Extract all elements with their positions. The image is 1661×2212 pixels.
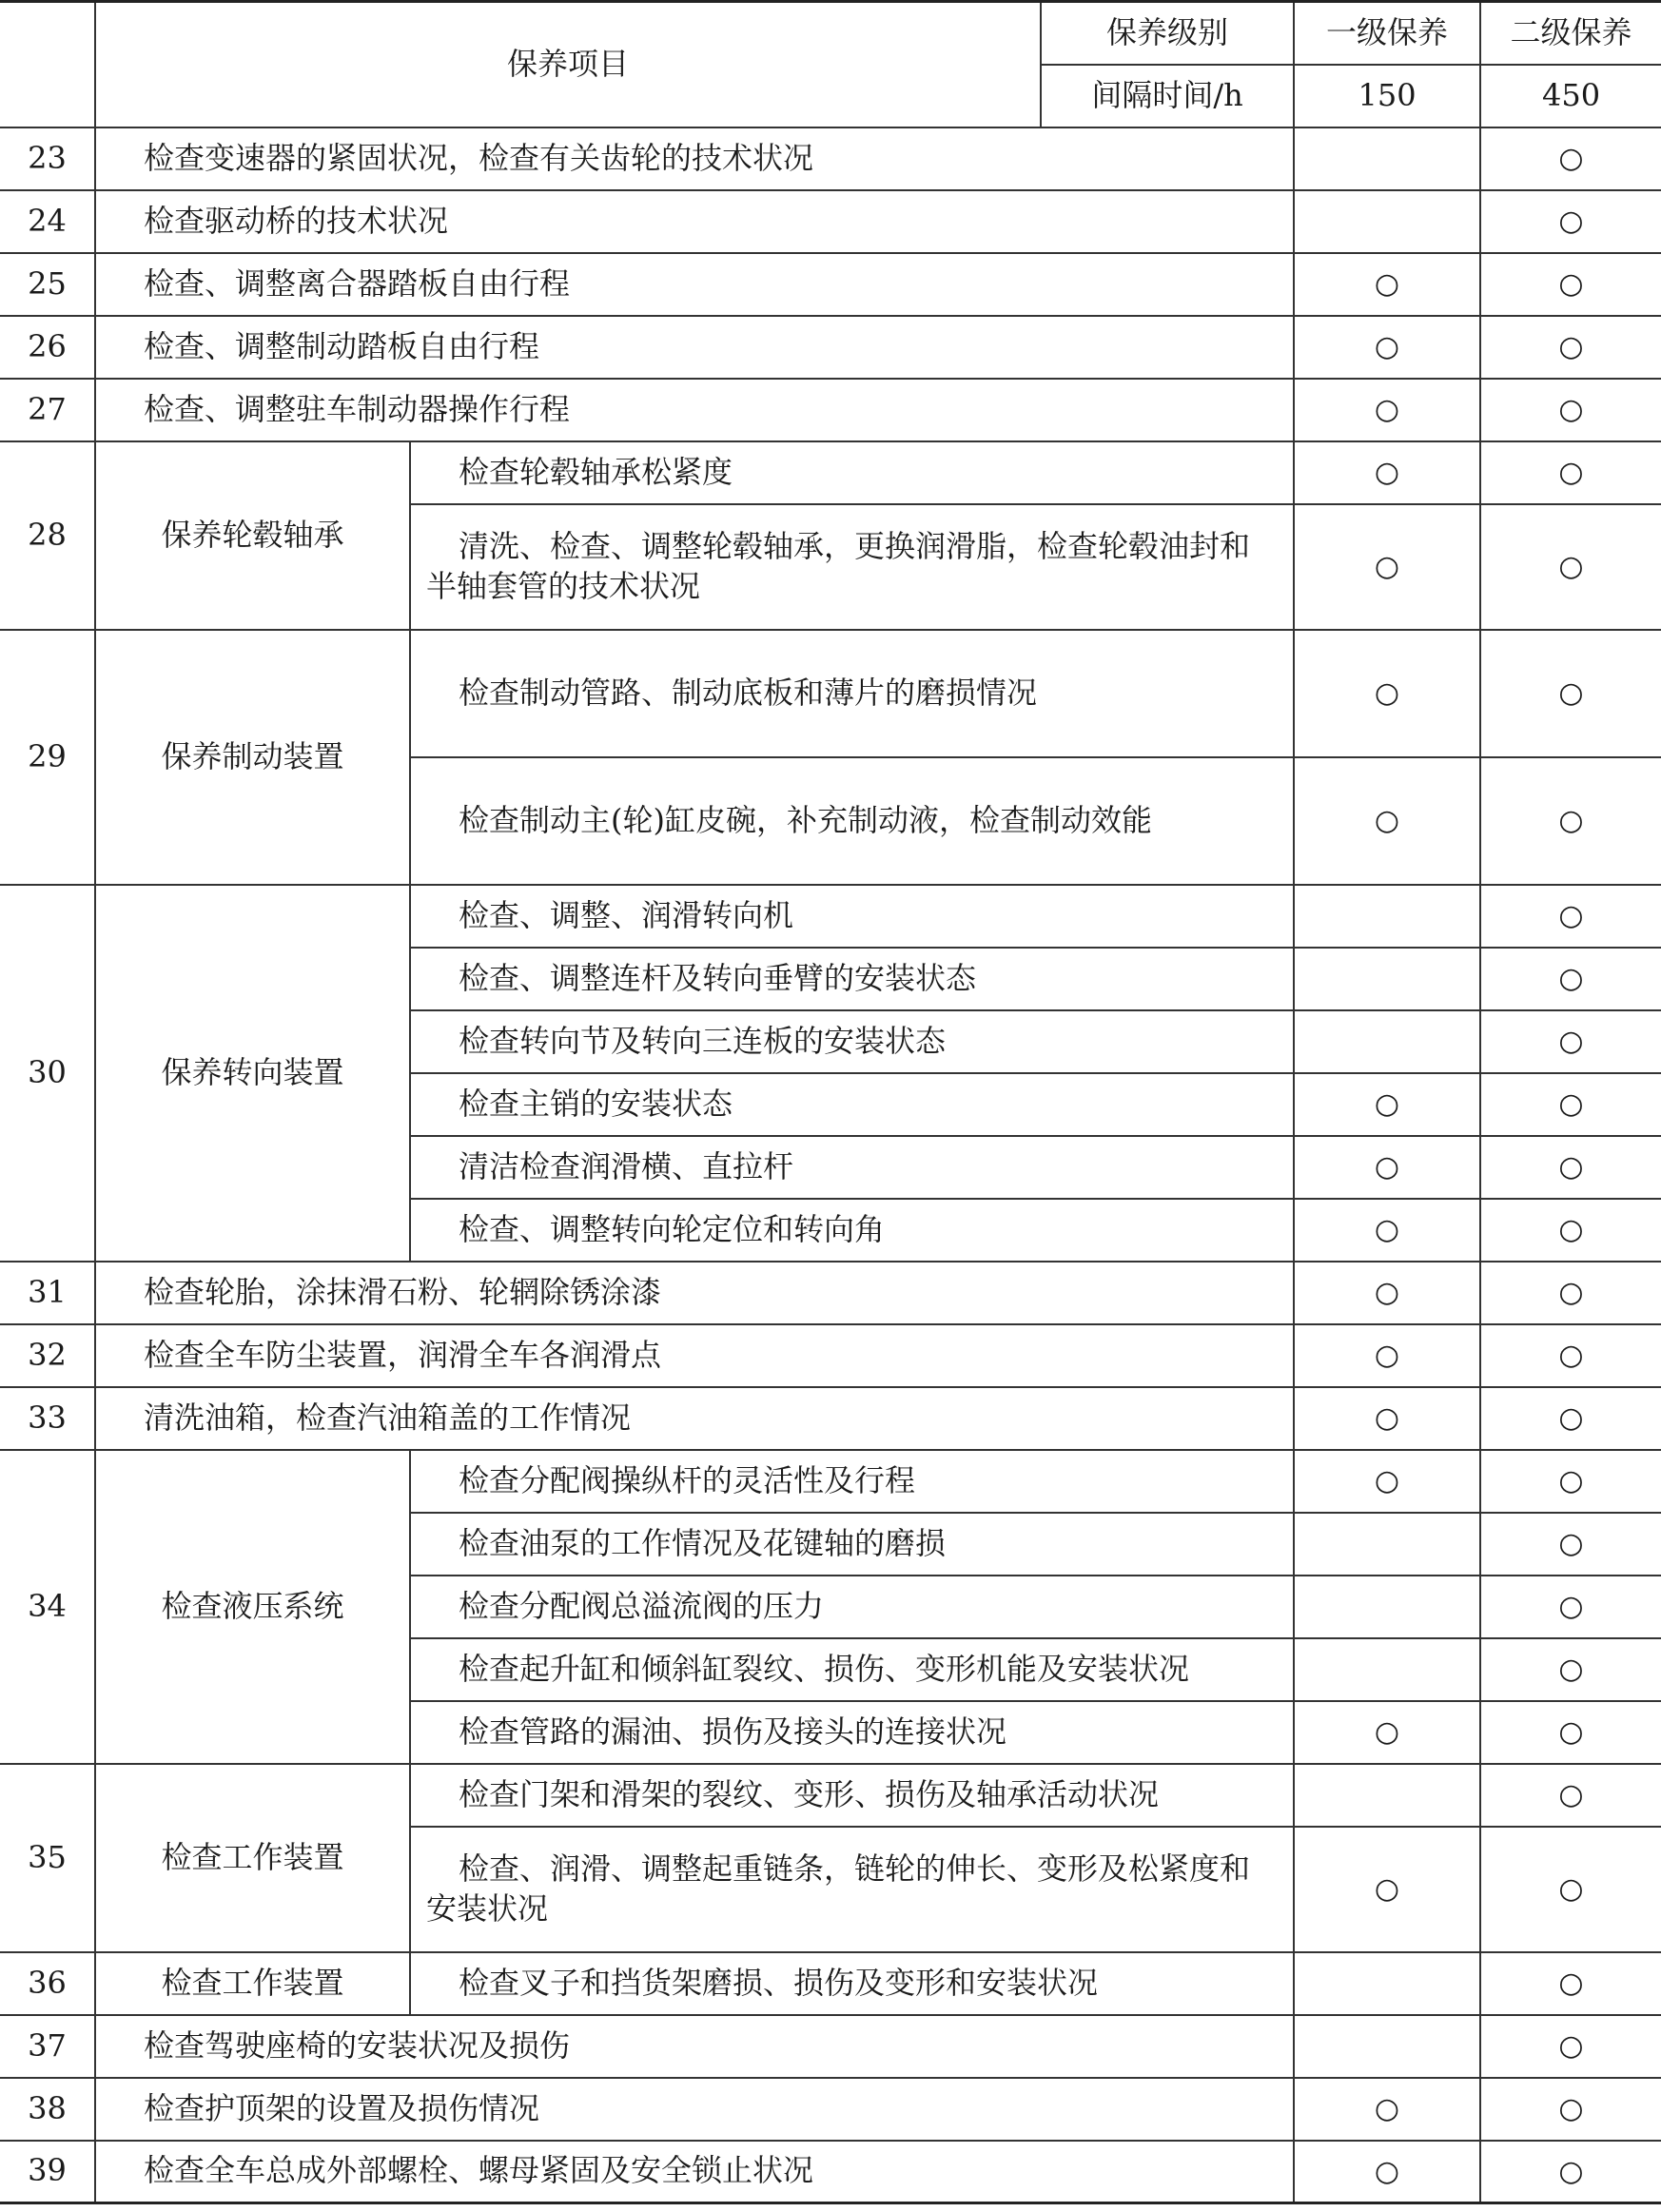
level2-mark: ○ [1480,948,1661,1010]
sub-item-text: 检查轮毂轴承松紧度 [410,441,1294,504]
level1-mark [1294,1576,1480,1638]
row-number: 38 [0,2078,95,2141]
level1-mark: ○ [1294,316,1480,379]
level1-mark [1294,885,1480,948]
header-level-label: 保养级别 [1041,2,1294,65]
sub-item-text: 检查制动主(轮)缸皮碗，补充制动液，检查制动效能 [410,757,1294,885]
header-item-label: 保养项目 [95,2,1041,127]
level2-mark: ○ [1480,2141,1661,2203]
level1-mark: ○ [1294,757,1480,885]
level1-mark: ○ [1294,1262,1480,1324]
item-text: 检查、调整驻车制动器操作行程 [95,379,1294,441]
group-label: 保养转向装置 [95,885,410,1262]
item-text: 检查护顶架的设置及损伤情况 [95,2078,1294,2141]
level2-mark: ○ [1480,1576,1661,1638]
sub-item-text: 检查油泵的工作情况及花键轴的磨损 [410,1513,1294,1576]
level2-mark: ○ [1480,190,1661,253]
group-label: 保养制动装置 [95,630,410,885]
level1-mark: ○ [1294,441,1480,504]
level1-mark [1294,190,1480,253]
level2-mark: ○ [1480,1387,1661,1450]
table-row [0,1764,1661,1827]
header-interval1: 150 [1294,65,1480,127]
level2-mark: ○ [1480,1073,1661,1136]
level1-mark: ○ [1294,2141,1480,2203]
row-number: 29 [0,630,95,885]
row-number: 27 [0,379,95,441]
item-text: 检查、调整制动踏板自由行程 [95,316,1294,379]
sub-item-text: 清洗、检查、调整轮毂轴承，更换润滑脂，检查轮毂油封和半轴套管的技术状况 [410,504,1294,630]
row-number: 31 [0,1262,95,1324]
row-number: 34 [0,1450,95,1764]
level1-mark: ○ [1294,1827,1480,1952]
level1-mark: ○ [1294,1136,1480,1199]
table-row [0,190,1661,253]
level1-mark [1294,1010,1480,1073]
level2-mark: ○ [1480,1638,1661,1701]
level1-mark [1294,2015,1480,2078]
level2-mark: ○ [1480,1513,1661,1576]
row-number: 37 [0,2015,95,2078]
table-row [0,2141,1661,2203]
table-row [0,885,1661,948]
table-row [0,253,1661,316]
level1-mark: ○ [1294,1450,1480,1513]
header-level2: 二级保养 [1480,2,1661,65]
item-text: 检查全车总成外部螺栓、螺母紧固及安全锁止状况 [95,2141,1294,2203]
level1-mark [1294,1952,1480,2015]
header-interval-label: 间隔时间/h [1041,65,1294,127]
row-number: 23 [0,127,95,190]
level2-mark: ○ [1480,1764,1661,1827]
item-text: 检查驾驶座椅的安装状况及损伤 [95,2015,1294,2078]
level1-mark: ○ [1294,1324,1480,1387]
level2-mark: ○ [1480,1010,1661,1073]
sub-item-text: 检查门架和滑架的裂纹、变形、损伤及轴承活动状况 [410,1764,1294,1827]
header-interval2: 450 [1480,65,1661,127]
group-label: 保养轮毂轴承 [95,441,410,630]
row-number: 30 [0,885,95,1262]
table-row [0,127,1661,190]
sub-item-text: 检查分配阀操纵杆的灵活性及行程 [410,1450,1294,1513]
level2-mark: ○ [1480,1136,1661,1199]
table-row [0,379,1661,441]
level1-mark: ○ [1294,1701,1480,1764]
item-text: 检查轮胎，涂抹滑石粉、轮辋除锈涂漆 [95,1262,1294,1324]
item-text: 清洗油箱，检查汽油箱盖的工作情况 [95,1387,1294,1450]
sub-item-text: 检查、调整转向轮定位和转向角 [410,1199,1294,1262]
level2-mark: ○ [1480,2078,1661,2141]
level1-mark [1294,1513,1480,1576]
row-number: 28 [0,441,95,630]
level2-mark: ○ [1480,1199,1661,1262]
level1-mark: ○ [1294,1387,1480,1450]
sub-item-text: 清洁检查润滑横、直拉杆 [410,1136,1294,1199]
group-label: 检查工作装置 [95,1764,410,1952]
group-label: 检查工作装置 [95,1952,410,2015]
sub-item-text: 检查管路的漏油、损伤及接头的连接状况 [410,1701,1294,1764]
sub-item-text: 检查、润滑、调整起重链条，链轮的伸长、变形及松紧度和安装状况 [410,1827,1294,1952]
header-level1: 一级保养 [1294,2,1480,65]
level1-mark [1294,948,1480,1010]
level2-mark: ○ [1480,127,1661,190]
sub-item-text: 检查制动管路、制动底板和薄片的磨损情况 [410,630,1294,757]
row-number: 32 [0,1324,95,1387]
table-row [0,630,1661,757]
level1-mark: ○ [1294,1199,1480,1262]
sub-item-text: 检查、调整连杆及转向垂臂的安装状态 [410,948,1294,1010]
row-number: 33 [0,1387,95,1450]
level1-mark [1294,1638,1480,1701]
level2-mark: ○ [1480,1827,1661,1952]
row-number: 26 [0,316,95,379]
sub-item-text: 检查分配阀总溢流阀的压力 [410,1576,1294,1638]
sub-item-text: 检查、调整、润滑转向机 [410,885,1294,948]
level2-mark: ○ [1480,1324,1661,1387]
item-text: 检查变速器的紧固状况，检查有关齿轮的技术状况 [95,127,1294,190]
level1-mark: ○ [1294,2078,1480,2141]
level2-mark: ○ [1480,1952,1661,2015]
sub-item-text: 检查转向节及转向三连板的安装状态 [410,1010,1294,1073]
table-row [0,316,1661,379]
level2-mark: ○ [1480,504,1661,630]
level2-mark: ○ [1480,379,1661,441]
item-text: 检查、调整离合器踏板自由行程 [95,253,1294,316]
table-row [0,1387,1661,1450]
item-text: 检查驱动桥的技术状况 [95,190,1294,253]
table-row [0,1262,1661,1324]
level1-mark: ○ [1294,379,1480,441]
level2-mark: ○ [1480,1262,1661,1324]
row-number: 36 [0,1952,95,2015]
table-row [0,1324,1661,1387]
level2-mark: ○ [1480,253,1661,316]
table-row [0,1952,1661,2015]
level2-mark: ○ [1480,1450,1661,1513]
row-number: 39 [0,2141,95,2203]
header-row-1 [0,2,1661,65]
level1-mark [1294,127,1480,190]
level1-mark [1294,1764,1480,1827]
sub-item-text: 检查主销的安装状态 [410,1073,1294,1136]
level1-mark: ○ [1294,253,1480,316]
level2-mark: ○ [1480,316,1661,379]
table-row [0,441,1661,504]
group-label: 检查液压系统 [95,1450,410,1764]
level2-mark: ○ [1480,885,1661,948]
table-row [0,2078,1661,2141]
level1-mark: ○ [1294,504,1480,630]
level1-mark: ○ [1294,630,1480,757]
table-row [0,2015,1661,2078]
level2-mark: ○ [1480,1701,1661,1764]
level2-mark: ○ [1480,2015,1661,2078]
item-text: 检查全车防尘装置，润滑全车各润滑点 [95,1324,1294,1387]
row-number: 35 [0,1764,95,1952]
header-number-cell [0,2,95,127]
level2-mark: ○ [1480,441,1661,504]
level1-mark: ○ [1294,1073,1480,1136]
table-row [0,1450,1661,1513]
sub-item-text: 检查叉子和挡货架磨损、损伤及变形和安装状况 [410,1952,1294,2015]
row-number: 24 [0,190,95,253]
row-number: 25 [0,253,95,316]
sub-item-text: 检查起升缸和倾斜缸裂纹、损伤、变形机能及安装状况 [410,1638,1294,1701]
level2-mark: ○ [1480,630,1661,757]
level2-mark: ○ [1480,757,1661,885]
